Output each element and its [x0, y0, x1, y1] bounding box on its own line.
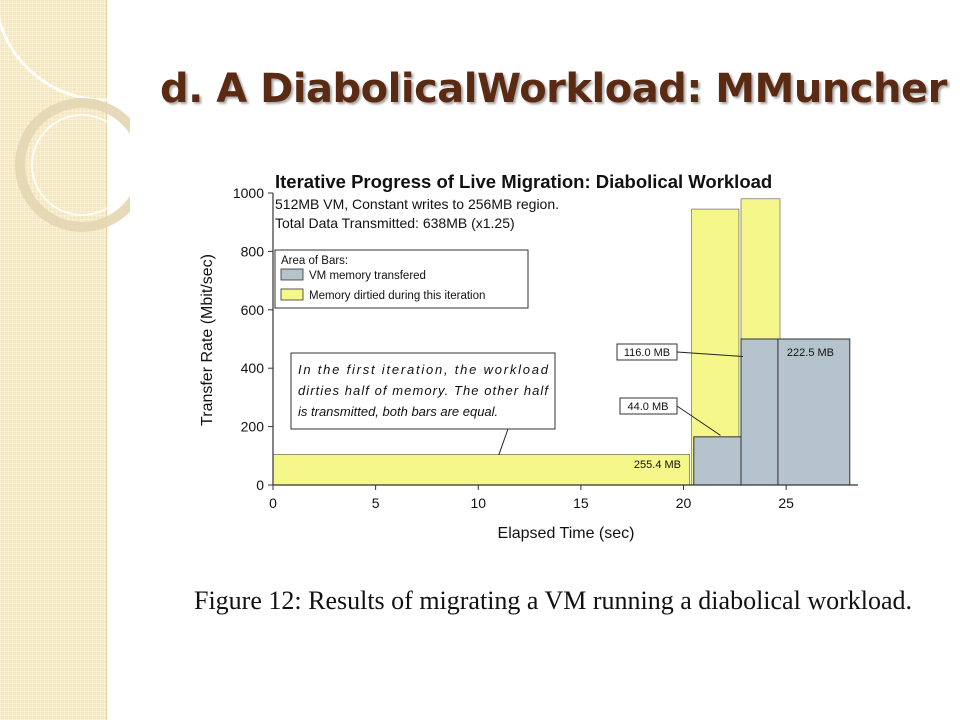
slide-title: d. A DiabolicalWorkload: MMuncher [160, 66, 947, 112]
annotation-line-1: In the first iteration, the workload [298, 362, 548, 377]
x-tick-label: 25 [778, 495, 794, 511]
x-axis-label: Elapsed Time (sec) [497, 525, 635, 542]
deco-circle-ring [32, 115, 130, 215]
y-tick-label: 0 [256, 477, 264, 493]
transferred-bar-0 [694, 437, 741, 485]
annotation-line-2: dirties half of memory. The other half [298, 383, 548, 398]
legend [275, 250, 528, 308]
bar-label-255mb: 255.4 MB [633, 459, 681, 471]
transferred-bar-2 [778, 339, 850, 485]
legend-title: Area of Bars: [281, 255, 349, 267]
y-ticks [233, 185, 273, 493]
decorative-circles [0, 0, 130, 300]
y-tick-label: 400 [240, 360, 264, 377]
transferred-bar-1 [741, 339, 778, 485]
x-tick-label: 20 [675, 495, 692, 511]
callout-116mb-label: 116.0 MB [623, 347, 671, 359]
x-tick-label: 5 [371, 495, 380, 511]
migration-chart [190, 160, 870, 560]
bar-label-222mb: 222.5 MB [786, 347, 834, 359]
deco-circle-small [20, 103, 130, 227]
legend-swatch-dirtied [281, 289, 303, 300]
dirtied-bar-0 [273, 454, 690, 485]
figure-caption: Figure 12: Results of migrating a VM running a diabolical workload. [194, 586, 913, 615]
x-tick-label: 15 [573, 495, 589, 511]
x-tick-label: 10 [470, 495, 487, 511]
x-tick-label: 0 [269, 495, 277, 511]
y-tick-label: 200 [240, 418, 264, 435]
x-ticks [269, 485, 794, 511]
legend-swatch-transferred [281, 269, 303, 280]
y-tick-label: 1000 [232, 185, 264, 201]
y-tick-label: 800 [240, 243, 264, 260]
y-tick-label: 600 [240, 301, 264, 318]
legend-label-transferred: VM memory transfered [309, 270, 426, 282]
deco-circle-large [0, 0, 130, 100]
chart-title: Iterative Progress of Live Migration: Diabolical Workload [275, 171, 773, 192]
callout-44mb-label: 44.0 MB [627, 401, 669, 413]
annotation-line-3: is transmitted, both bars are equal. [298, 404, 499, 419]
annotation-arrow [499, 429, 508, 455]
chart-subtitle-line-1: 512MB VM, Constant writes to 256MB region. [275, 196, 560, 212]
chart-subtitle-line-2: Total Data Transmitted: 638MB (x1.25) [275, 215, 515, 231]
legend-label-dirtied: Memory dirtied during this iteration [309, 290, 486, 302]
annotation [291, 353, 555, 455]
y-axis-label: Transfer Rate (Mbit/sec) [199, 254, 216, 426]
